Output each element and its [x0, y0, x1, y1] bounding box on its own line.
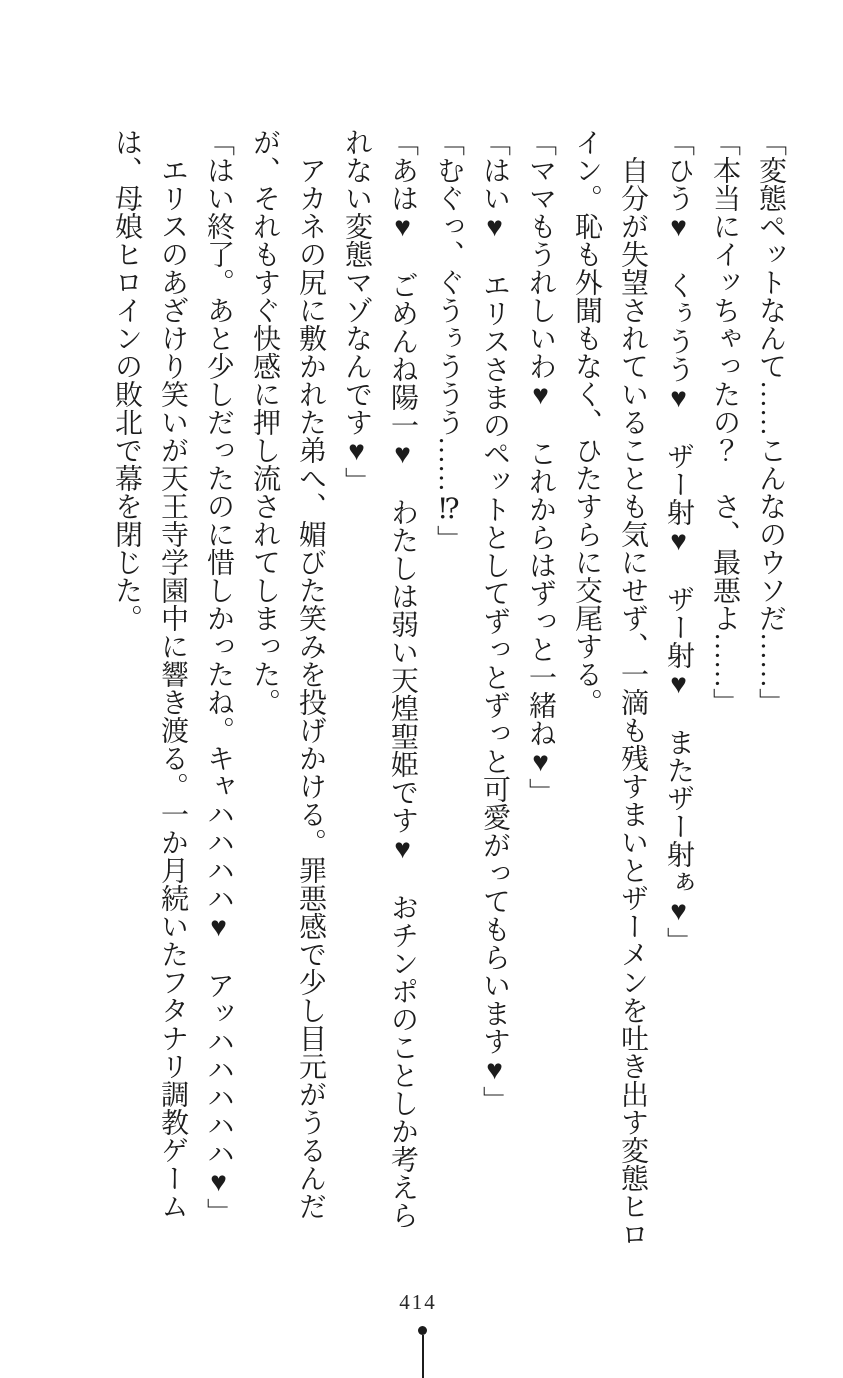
page-footer [0, 1288, 843, 1378]
paragraph-dialogue-8: 「はい終了。あと少しだったのに惜しかったね。キャハハハハ♥ アッハハハハハ♥」 [203, 128, 234, 1226]
paragraph-narration-2: アカネの尻に敷かれた弟へ、媚びた笑みを投げかける。罪悪感で少し目元がうるんだが、それもすぐ快感に押し流されてしまった。 [249, 128, 326, 1220]
paragraph-dialogue-3: 「ひう♥ くぅうう♥ ザー射♥ ザー射♥ またザー射ぁ♥」 [663, 128, 694, 955]
paragraph-dialogue-4: 「ママもうれしいわ♥ これからはずっと一緒ね♥」 [525, 128, 556, 806]
paragraph-dialogue-5: 「はい♥ エリスさまのペットとしてずっとずっと可愛がってもらいます♥」 [479, 128, 510, 1114]
binding-mark-ornament [418, 1326, 428, 1378]
dot-icon [418, 1326, 427, 1335]
page-number: 414 [399, 1290, 437, 1314]
paragraph-narration-3: エリスのあざけり笑いが天王寺学園中に響き渡る。一か月続いたフタナリ調教ゲームは、母娘ヒロインの敗北で幕を閉じた。 [111, 128, 188, 1220]
paragraph-dialogue-7: 「あは♥ ごめんね陽一♥ わたしは弱い天煌聖姫です♥ おチンポのことしか考えられない変態マゾなんです♥」 [341, 128, 418, 1229]
paragraph-narration-1: 自分が失望されていることも気にせず、一滴も残すまいとザーメンを吐き出す変態ヒロイン。恥も外聞もなく、ひたすらに交尾する。 [571, 128, 648, 1248]
paragraph-dialogue-2: 「本当にイッちゃったの？ さ、最悪よ……」 [709, 128, 740, 716]
paragraph-dialogue-1: 「変態ペットなんて……こんなのウソだ……」 [755, 128, 786, 716]
vertical-text-block [98, 128, 793, 1253]
stem-line [422, 1335, 424, 1378]
paragraph-dialogue-6: 「むぐっ、ぐうぅううう……⁉」 [433, 128, 464, 553]
